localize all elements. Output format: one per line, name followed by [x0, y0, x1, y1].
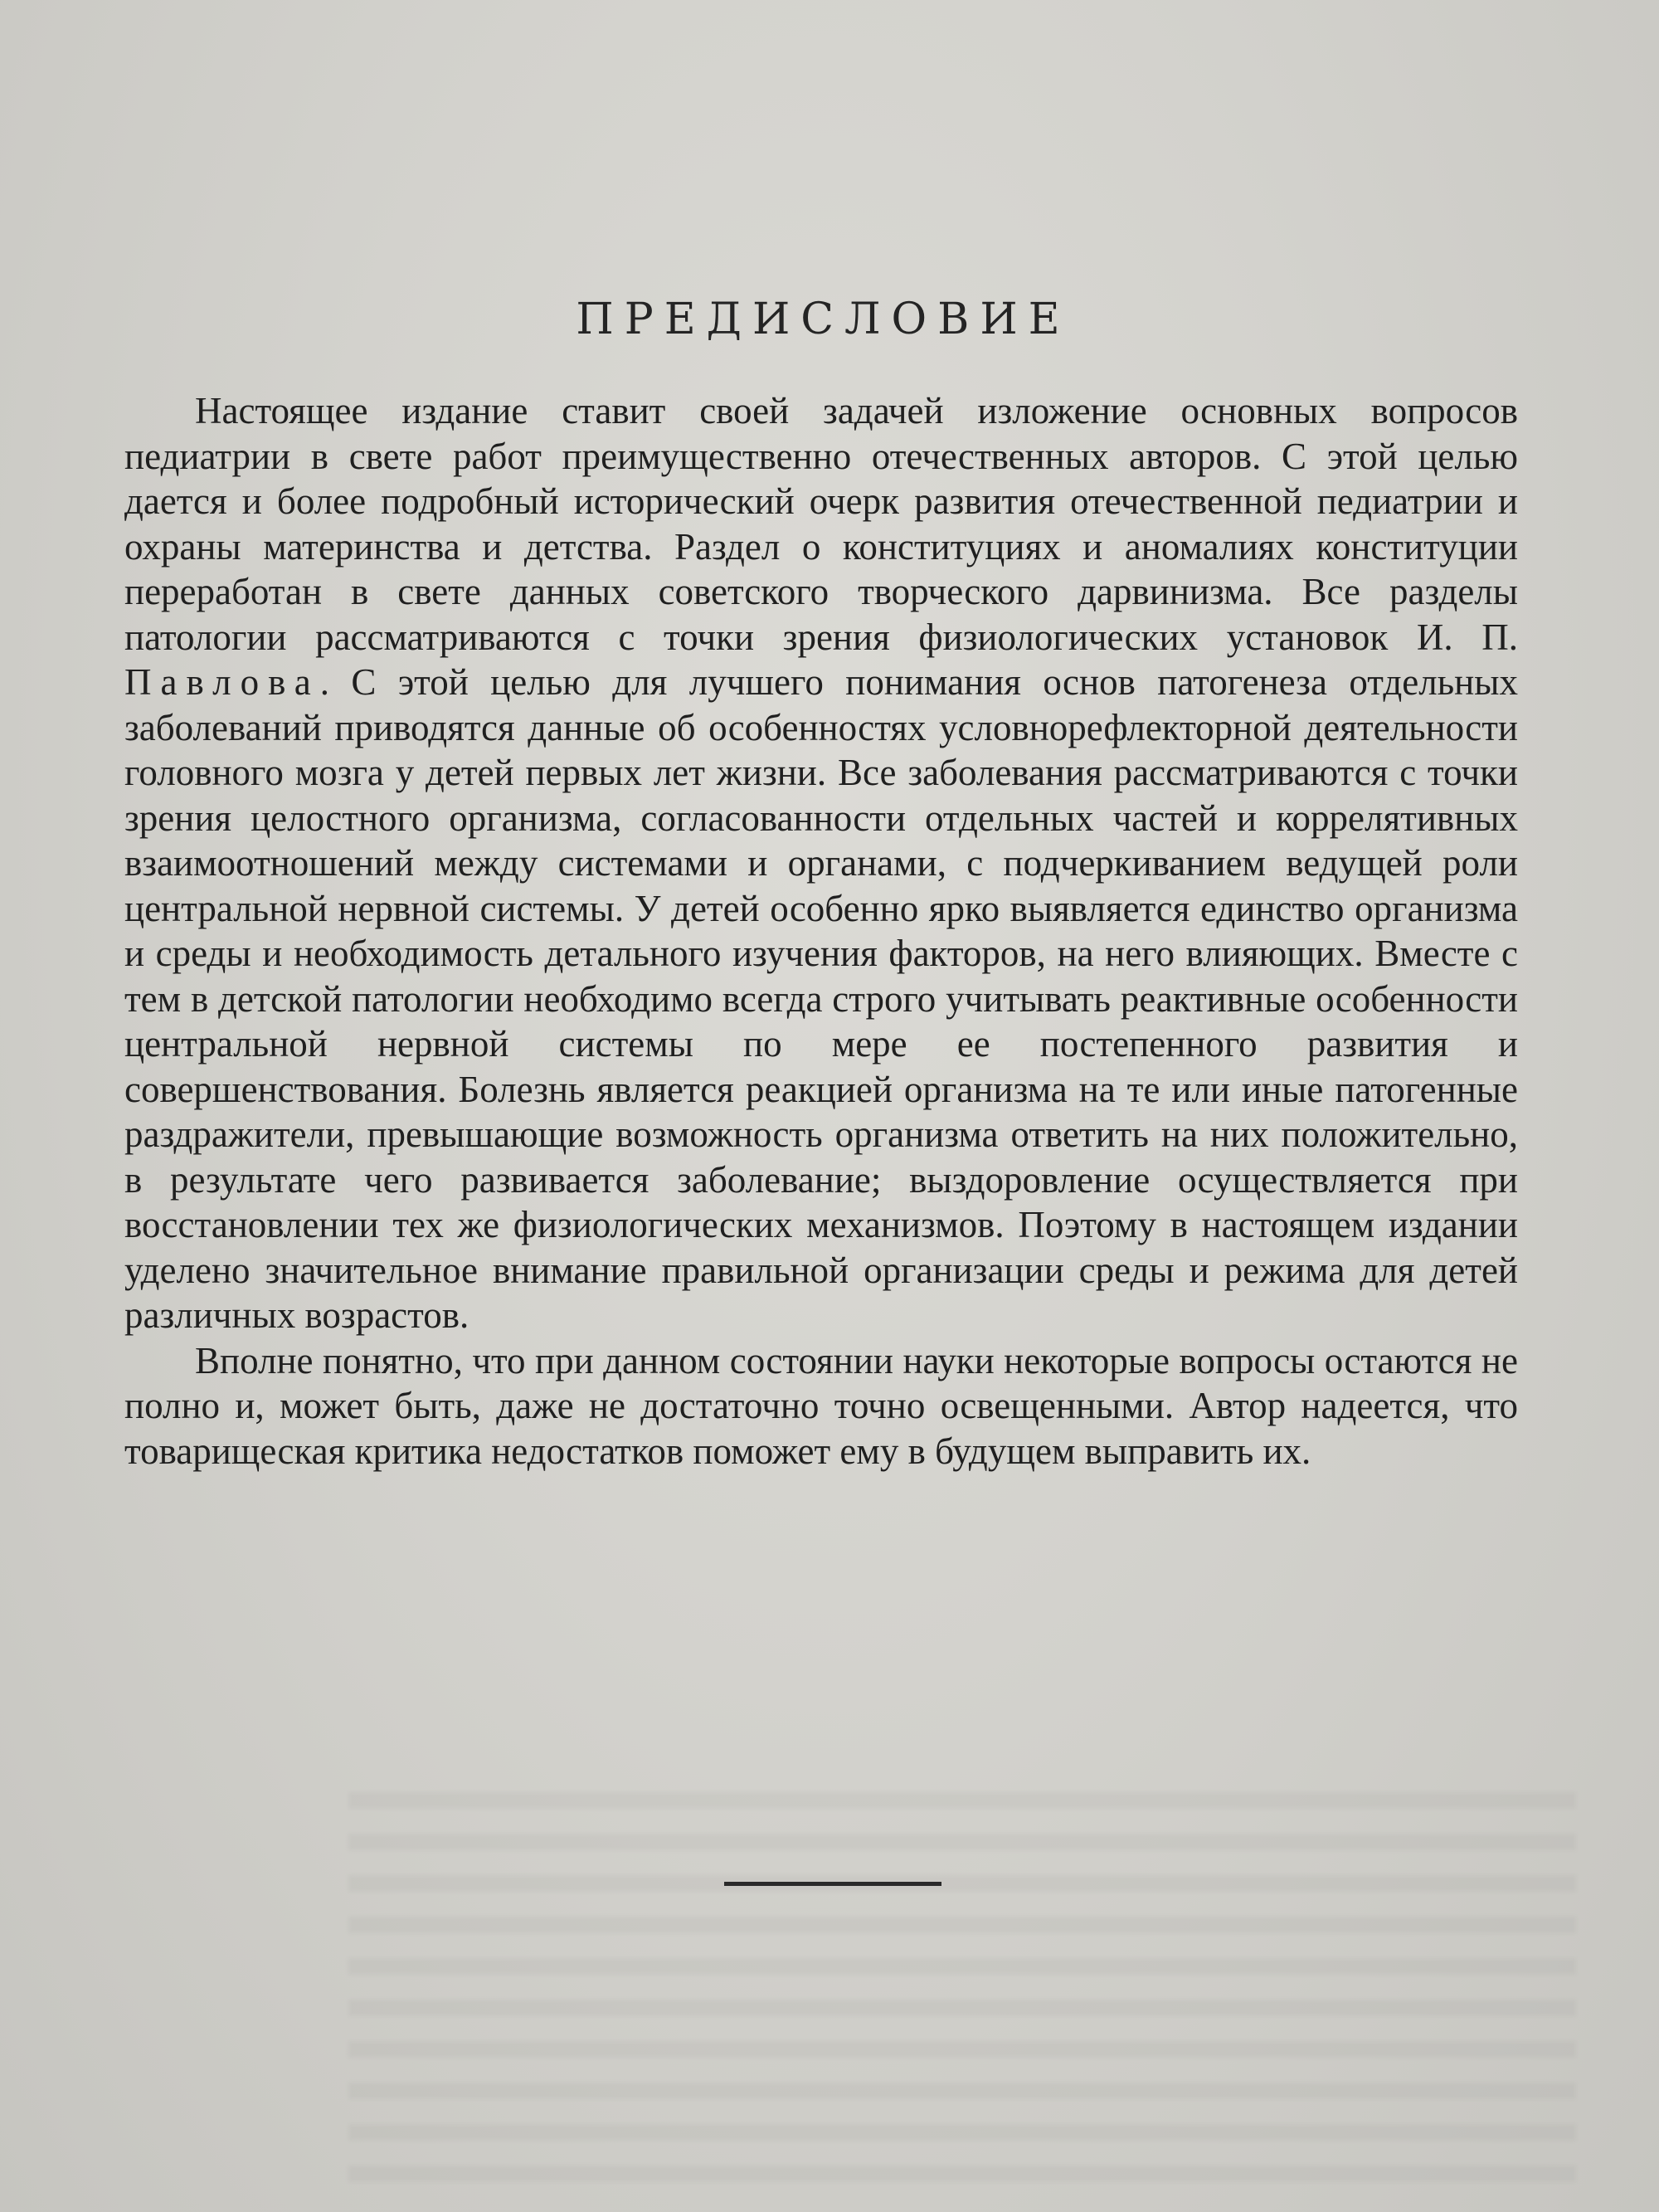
end-rule	[724, 1882, 941, 1886]
paragraph-2: Вполне понятно, что при данном состоянии науки некоторые вопросы остаются не полно и, может быть, даже не достаточно точно освещенными. Автор надеется, что товарищеская критика недостатков поможет ему в будущем выправить их.	[124, 1339, 1518, 1472]
paragraph-1-part-2: . С этой целью для лучшего понимания основ патогенеза отдельных заболеваний приводятся данные об особенностях условнорефлекторной деятельности головного мозга у детей первых лет жизни. Все заболевания рассматриваются с точки зрения целостного организма, согласованности отдельных частей и коррелятивных взаимоотношений между системами и органами, с подчеркиванием ведущей роли центральной нервной системы. У детей особенно ярко выявляется единство организма и среды и необходимость детального изучения факторов, на него влияющих. Вместе с тем в детской патологии необходимо всегда строго учитывать реактивные особенности центральной нервной системы по мере ее постепенного развития и совершенствования. Болезнь является реакцией организма на те или иные патогенные раздражители, превышающие возможность организма ответить на них положительно, в результате чего развивается заболевание; выздоровление осуществляется при восстановлении тех же физиологических механизмов. Поэтому в настоящем издании уделено значительное внимание правильной организации среды и режима для детей различных возрастов.	[124, 661, 1518, 1336]
paragraph-1-part-1: Настоящее издание ставит своей задачей изложение основных вопросов педиатрии в свете работ преимущественно отечественных авторов. С этой целью дается и более подробный исторический очерк развития отечественной педиатрии и охраны материнства и детства. Раздел о конституциях и аномалиях конституции переработан в свете данных советского творческого дарвинизма. Все разделы патологии рассматриваются с точки зрения физиологических установок И. П.	[124, 390, 1518, 658]
author-name-spaced: Павлова	[124, 661, 320, 703]
page-title: ПРЕДИСЛОВИЕ	[576, 295, 1071, 344]
paragraph-1	[124, 388, 1518, 1338]
preface-body	[124, 388, 1518, 1474]
show-through-text	[348, 1767, 1576, 2182]
